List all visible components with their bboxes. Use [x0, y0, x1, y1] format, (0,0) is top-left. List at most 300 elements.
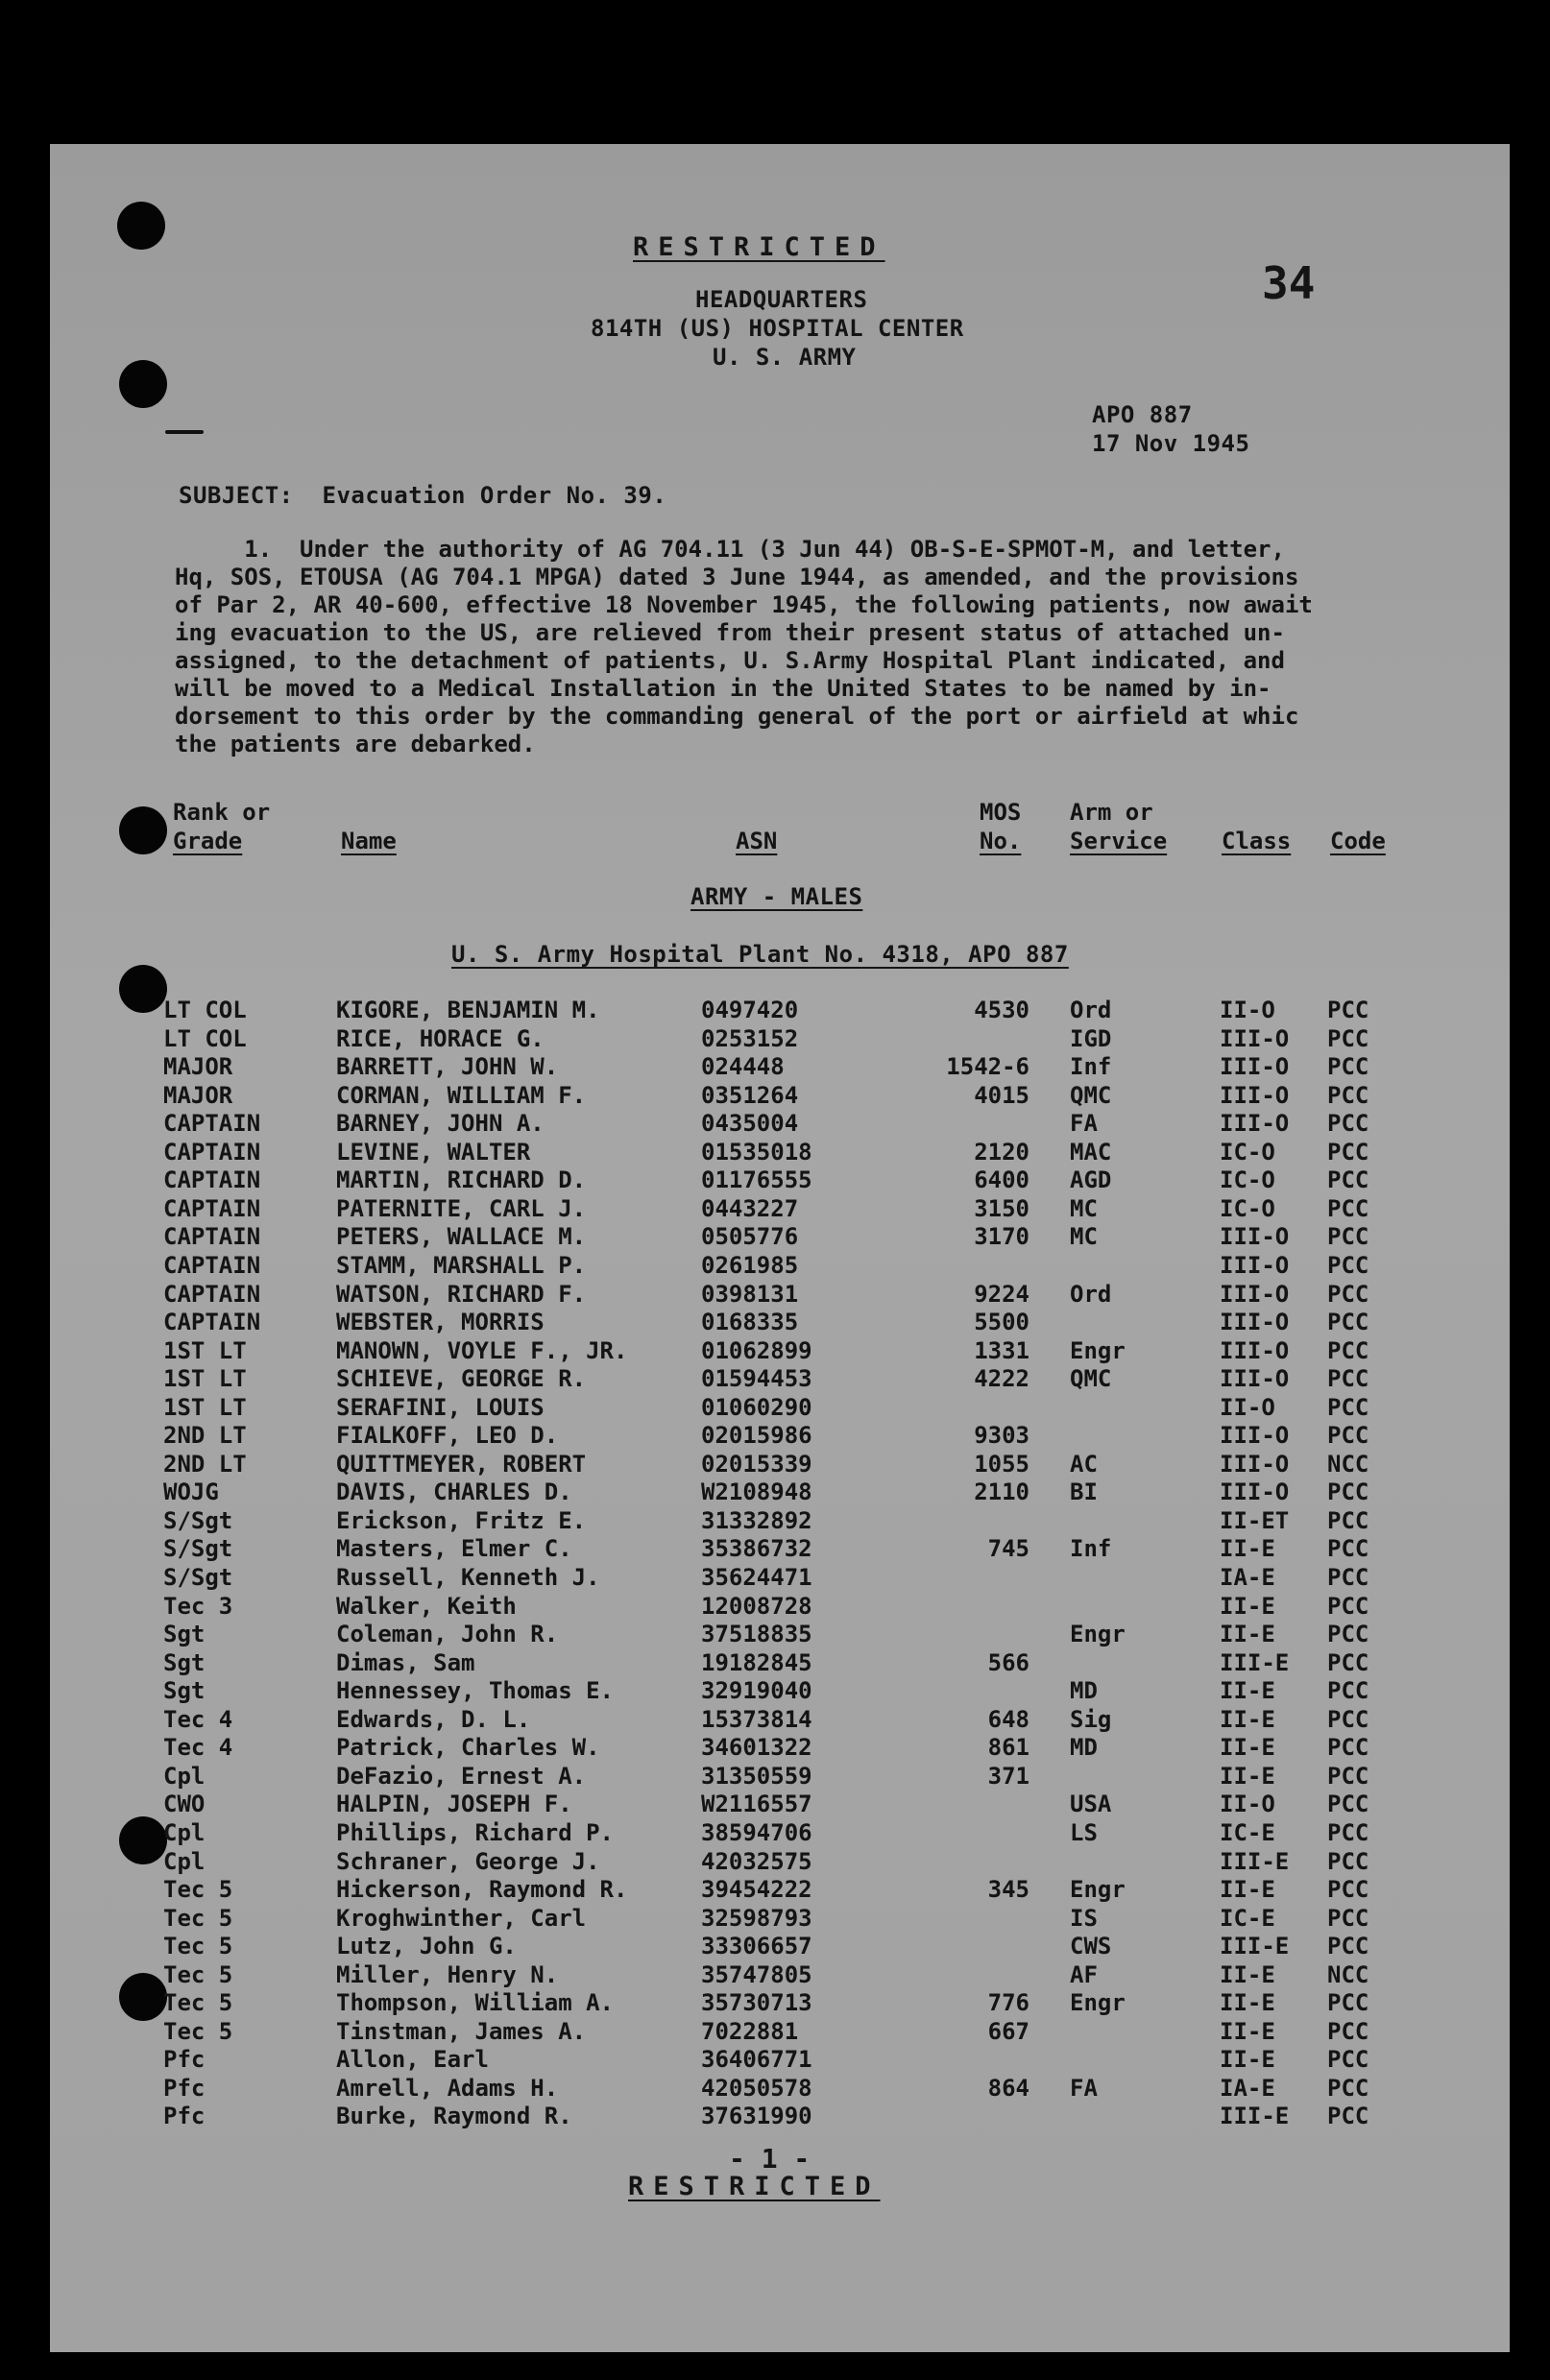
cell-name: DeFazio, Ernest A. — [336, 1762, 587, 1790]
paragraph-line: Hq, SOS, ETOUSA (AG 704.1 MPGA) dated 3 June 1944, as amended, and the provisions — [175, 564, 1299, 590]
table-row — [50, 1819, 1510, 1847]
cell-mos: 3170 — [974, 1223, 1029, 1251]
cell-mos: 345 — [987, 1876, 1029, 1904]
cell-class: II-E — [1220, 1592, 1275, 1620]
cell-name: PATERNITE, CARL J. — [336, 1194, 587, 1222]
cell-name: SCHIEVE, GEORGE R. — [336, 1365, 587, 1393]
cell-name: Coleman, John R. — [336, 1621, 559, 1648]
cell-class: II-E — [1220, 2017, 1275, 2045]
cell-asn: 01062899 — [701, 1336, 812, 1364]
cell-class: IC-E — [1220, 1904, 1275, 1932]
cell-rank: CAPTAIN — [163, 1280, 261, 1308]
cell-rank: WOJG — [163, 1478, 219, 1506]
table-row — [50, 1649, 1510, 1677]
cell-code: PCC — [1327, 1309, 1369, 1336]
cell-rank: CAPTAIN — [163, 1251, 261, 1279]
cell-mos: 6400 — [974, 1166, 1029, 1194]
cell-class: IC-O — [1220, 1194, 1275, 1222]
cell-mos: 648 — [987, 1705, 1029, 1733]
cell-rank: Tec 5 — [163, 1989, 233, 2017]
cell-mos: 1331 — [974, 1336, 1029, 1364]
cell-mos: 9224 — [974, 1280, 1029, 1308]
page-stamp-number: 34 — [1262, 257, 1316, 309]
cell-class: IA-E — [1220, 2074, 1275, 2102]
table-row — [50, 1422, 1510, 1450]
table-row — [50, 1734, 1510, 1762]
cell-rank: MAJOR — [163, 1081, 233, 1109]
cell-asn: 32919040 — [701, 1677, 812, 1705]
cell-arm: IGD — [1070, 1024, 1112, 1052]
cell-name: Tinstman, James A. — [336, 2017, 587, 2045]
cell-mos: 2120 — [974, 1138, 1029, 1166]
table-row — [50, 1309, 1510, 1336]
cell-arm: Engr — [1070, 1621, 1126, 1648]
cell-class: II-O — [1220, 1393, 1275, 1421]
table-row — [50, 1365, 1510, 1393]
table-row — [50, 1535, 1510, 1563]
table-row — [50, 1139, 1510, 1166]
cell-name: Hickerson, Raymond R. — [336, 1876, 628, 1904]
cell-asn: 42050578 — [701, 2074, 812, 2102]
cell-rank: Pfc — [163, 2046, 206, 2074]
table-row — [50, 1564, 1510, 1592]
cell-asn: 37518835 — [701, 1621, 812, 1648]
cell-name: Burke, Raymond R. — [336, 2103, 572, 2130]
cell-name: Dimas, Sam — [336, 1648, 475, 1676]
cell-asn: 01176555 — [701, 1166, 812, 1194]
cell-rank: Pfc — [163, 2103, 206, 2130]
cell-asn: 39454222 — [701, 1876, 812, 1904]
cell-asn: 32598793 — [701, 1904, 812, 1932]
cell-code: PCC — [1327, 1762, 1369, 1790]
cell-code: PCC — [1327, 2074, 1369, 2102]
table-row — [50, 1933, 1510, 1960]
table-row — [50, 1166, 1510, 1194]
cell-code: PCC — [1327, 1024, 1369, 1052]
cell-asn: 12008728 — [701, 1592, 812, 1620]
cell-class: IC-O — [1220, 1166, 1275, 1194]
cell-code: PCC — [1327, 1648, 1369, 1676]
cell-class: III-E — [1220, 2103, 1290, 2130]
cell-rank: 2ND LT — [163, 1422, 247, 1450]
cell-class: IC-O — [1220, 1138, 1275, 1166]
cell-code: NCC — [1327, 1960, 1369, 1988]
cell-code: PCC — [1327, 1564, 1369, 1591]
cell-code: PCC — [1327, 1365, 1369, 1393]
cell-rank: S/Sgt — [163, 1535, 233, 1563]
cell-mos: 861 — [987, 1734, 1029, 1762]
cell-code: PCC — [1327, 2017, 1369, 2045]
cell-rank: 1ST LT — [163, 1336, 247, 1364]
col-header-code: Code — [1330, 828, 1386, 854]
cell-rank: Sgt — [163, 1621, 206, 1648]
cell-arm: MD — [1070, 1677, 1098, 1705]
cell-rank: Tec 5 — [163, 1933, 233, 1960]
cell-arm: FA — [1070, 1110, 1098, 1138]
cell-arm: USA — [1070, 1791, 1112, 1818]
paragraph-line: dorsement to this order by the commanding general of the port or airfield at whic — [175, 703, 1299, 730]
cell-class: III-O — [1220, 1223, 1290, 1251]
cell-class: II-E — [1220, 1762, 1275, 1790]
hospital-plant-title: U. S. Army Hospital Plant No. 4318, APO 887 — [451, 941, 1069, 968]
cell-mos: 2110 — [974, 1478, 1029, 1506]
cell-code: PCC — [1327, 1166, 1369, 1194]
cell-name: Patrick, Charles W. — [336, 1734, 600, 1762]
cell-mos: 864 — [987, 2074, 1029, 2102]
cell-name: Phillips, Richard P. — [336, 1818, 614, 1846]
cell-rank: Tec 5 — [163, 1960, 233, 1988]
org-headquarters: HEADQUARTERS — [695, 286, 868, 313]
cell-class: III-O — [1220, 1309, 1290, 1336]
cell-asn: W2116557 — [701, 1791, 812, 1818]
table-row — [50, 1478, 1510, 1506]
cell-asn: 42032575 — [701, 1847, 812, 1875]
cell-code: PCC — [1327, 1847, 1369, 1875]
cell-name: Hennessey, Thomas E. — [336, 1677, 614, 1705]
table-row — [50, 1989, 1510, 2017]
cell-mos: 4530 — [974, 997, 1029, 1023]
cell-name: STAMM, MARSHALL P. — [336, 1251, 587, 1279]
col-header-name: Name — [341, 828, 397, 854]
cell-class: II-E — [1220, 1960, 1275, 1988]
cell-class: IA-E — [1220, 1564, 1275, 1591]
table-row — [50, 1451, 1510, 1478]
cell-class: III-O — [1220, 1336, 1290, 1364]
cell-class: III-O — [1220, 1280, 1290, 1308]
cell-arm: AF — [1070, 1960, 1098, 1988]
cell-class: III-O — [1220, 1024, 1290, 1052]
cell-arm: QMC — [1070, 1365, 1112, 1393]
cell-arm: MC — [1070, 1194, 1098, 1222]
table-row — [50, 1763, 1510, 1791]
cell-arm: Ord — [1070, 997, 1112, 1023]
subject-line: SUBJECT: Evacuation Order No. 39. — [179, 482, 667, 509]
cell-arm: Sig — [1070, 1705, 1112, 1733]
table-row — [50, 1677, 1510, 1705]
cell-asn: 02015986 — [701, 1422, 812, 1450]
cell-code: PCC — [1327, 1280, 1369, 1308]
col-header-mos-line1: MOS — [980, 799, 1022, 826]
cell-name: Allon, Earl — [336, 2046, 489, 2074]
cell-class: IC-E — [1220, 1818, 1275, 1846]
cell-code: PCC — [1327, 1194, 1369, 1222]
cell-asn: 35730713 — [701, 1989, 812, 2017]
paragraph-line: of Par 2, AR 40-600, effective 18 November 1945, the following patients, now await — [175, 591, 1313, 618]
punch-hole — [117, 202, 165, 250]
cell-asn: 15373814 — [701, 1705, 812, 1733]
cell-class: II-E — [1220, 1535, 1275, 1563]
cell-arm: MD — [1070, 1734, 1098, 1762]
cell-code: PCC — [1327, 1506, 1369, 1534]
cell-name: BARNEY, JOHN A. — [336, 1110, 545, 1138]
table-row — [50, 1394, 1510, 1422]
cell-code: PCC — [1327, 997, 1369, 1023]
margin-dash-mark — [165, 430, 204, 434]
cell-code: PCC — [1327, 1705, 1369, 1733]
cell-arm: QMC — [1070, 1081, 1112, 1109]
cell-asn: 33306657 — [701, 1933, 812, 1960]
cell-mos: 5500 — [974, 1309, 1029, 1336]
cell-asn: 024448 — [701, 1053, 785, 1081]
cell-rank: CAPTAIN — [163, 1110, 261, 1138]
cell-asn: 01535018 — [701, 1138, 812, 1166]
cell-rank: 2ND LT — [163, 1450, 247, 1478]
cell-code: PCC — [1327, 1110, 1369, 1138]
cell-asn: 02015339 — [701, 1450, 812, 1478]
table-row — [50, 2075, 1510, 2103]
cell-name: RICE, HORACE G. — [336, 1024, 545, 1052]
cell-mos: 371 — [987, 1762, 1029, 1790]
cell-class: II-E — [1220, 1734, 1275, 1762]
cell-class: II-O — [1220, 1791, 1275, 1818]
cell-asn: 0443227 — [701, 1194, 799, 1222]
paragraph-line: will be moved to a Medical Installation in the United States to be named by in- — [175, 675, 1271, 702]
cell-class: II-E — [1220, 1876, 1275, 1904]
restricted-heading-bottom: RESTRICTED — [628, 2172, 881, 2201]
cell-name: BARRETT, JOHN W. — [336, 1053, 559, 1081]
cell-asn: 0505776 — [701, 1223, 799, 1251]
cell-name: Schraner, George J. — [336, 1847, 600, 1875]
cell-code: PCC — [1327, 1933, 1369, 1960]
cell-code: PCC — [1327, 1251, 1369, 1279]
paragraph-line: the patients are debarked. — [175, 731, 536, 757]
cell-code: PCC — [1327, 1677, 1369, 1705]
cell-code: PCC — [1327, 1876, 1369, 1904]
cell-code: PCC — [1327, 1478, 1369, 1506]
cell-arm: FA — [1070, 2074, 1098, 2102]
cell-rank: Tec 4 — [163, 1734, 233, 1762]
table-row — [50, 1053, 1510, 1081]
col-header-asn: ASN — [736, 828, 778, 854]
cell-asn: 38594706 — [701, 1818, 812, 1846]
cell-name: FIALKOFF, LEO D. — [336, 1422, 559, 1450]
cell-class: III-E — [1220, 1933, 1290, 1960]
cell-class: II-E — [1220, 1705, 1275, 1733]
table-row — [50, 1876, 1510, 1904]
cell-rank: Sgt — [163, 1677, 206, 1705]
cell-code: PCC — [1327, 2046, 1369, 2074]
table-row — [50, 1905, 1510, 1933]
cell-class: III-O — [1220, 1251, 1290, 1279]
cell-class: III-E — [1220, 1847, 1290, 1875]
cell-code: PCC — [1327, 1223, 1369, 1251]
cell-name: Edwards, D. L. — [336, 1705, 531, 1733]
table-row — [50, 1223, 1510, 1251]
cell-code: PCC — [1327, 1904, 1369, 1932]
authority-paragraph — [175, 536, 1462, 758]
punch-hole — [119, 806, 167, 854]
cell-rank: Tec 5 — [163, 1876, 233, 1904]
cell-name: LEVINE, WALTER — [336, 1138, 531, 1166]
cell-rank: CAPTAIN — [163, 1138, 261, 1166]
cell-mos: 4222 — [974, 1365, 1029, 1393]
cell-rank: S/Sgt — [163, 1564, 233, 1591]
cell-asn: 0168335 — [701, 1309, 799, 1336]
table-row — [50, 1195, 1510, 1223]
cell-name: PETERS, WALLACE M. — [336, 1223, 587, 1251]
cell-code: PCC — [1327, 1422, 1369, 1450]
punch-hole — [119, 360, 167, 408]
cell-rank: Cpl — [163, 1818, 206, 1846]
cell-code: PCC — [1327, 1734, 1369, 1762]
table-row — [50, 1791, 1510, 1818]
apo-number: APO 887 — [1092, 401, 1193, 428]
cell-rank: Tec 5 — [163, 2017, 233, 2045]
cell-mos: 776 — [987, 1989, 1029, 2017]
cell-asn: 0351264 — [701, 1081, 799, 1109]
cell-name: HALPIN, JOSEPH F. — [336, 1791, 572, 1818]
cell-arm: MAC — [1070, 1138, 1112, 1166]
cell-name: Thompson, William A. — [336, 1989, 614, 2017]
paragraph-line: assigned, to the detachment of patients, U. S.Army Hospital Plant indicated, and — [175, 647, 1285, 674]
cell-asn: 35747805 — [701, 1960, 812, 1988]
cell-asn: 7022881 — [701, 2017, 799, 2045]
cell-asn: 0497420 — [701, 997, 799, 1023]
cell-asn: 01060290 — [701, 1393, 812, 1421]
cell-rank: Tec 3 — [163, 1592, 233, 1620]
cell-rank: LT COL — [163, 997, 247, 1023]
cell-code: PCC — [1327, 1081, 1369, 1109]
cell-rank: CAPTAIN — [163, 1223, 261, 1251]
table-row — [50, 1025, 1510, 1053]
cell-code: PCC — [1327, 1535, 1369, 1563]
cell-code: PCC — [1327, 1989, 1369, 2017]
cell-name: MARTIN, RICHARD D. — [336, 1166, 587, 1194]
cell-name: Russell, Kenneth J. — [336, 1564, 600, 1591]
cell-asn: 34601322 — [701, 1734, 812, 1762]
cell-asn: 31332892 — [701, 1506, 812, 1534]
table-row — [50, 1848, 1510, 1876]
cell-asn: 0398131 — [701, 1280, 799, 1308]
table-row — [50, 1593, 1510, 1621]
cell-class: III-O — [1220, 1450, 1290, 1478]
cell-mos: 745 — [987, 1535, 1029, 1563]
cell-asn: 31350559 — [701, 1762, 812, 1790]
table-row — [50, 1281, 1510, 1309]
org-us-army: U. S. ARMY — [713, 344, 857, 371]
cell-class: III-O — [1220, 1081, 1290, 1109]
cell-asn: 0261985 — [701, 1251, 799, 1279]
cell-code: PCC — [1327, 1336, 1369, 1364]
cell-code: PCC — [1327, 1393, 1369, 1421]
table-row — [50, 1507, 1510, 1535]
cell-asn: W2108948 — [701, 1478, 812, 1506]
col-header-class: Class — [1222, 828, 1292, 854]
cell-rank: Pfc — [163, 2074, 206, 2102]
table-row — [50, 1706, 1510, 1734]
col-header-rank-line2: Grade — [173, 828, 243, 854]
cell-name: WEBSTER, MORRIS — [336, 1309, 545, 1336]
cell-mos: 9303 — [974, 1422, 1029, 1450]
table-row — [50, 997, 1510, 1024]
cell-arm: AGD — [1070, 1166, 1112, 1194]
cell-name: WATSON, RICHARD F. — [336, 1280, 587, 1308]
table-row — [50, 1082, 1510, 1110]
cell-rank: Tec 4 — [163, 1705, 233, 1733]
cell-mos: 667 — [987, 2017, 1029, 2045]
cell-name: Kroghwinther, Carl — [336, 1904, 587, 1932]
cell-rank: LT COL — [163, 1024, 247, 1052]
cell-name: Erickson, Fritz E. — [336, 1506, 587, 1534]
section-title-army-males: ARMY - MALES — [690, 883, 863, 910]
org-hospital-center: 814TH (US) HOSPITAL CENTER — [591, 315, 964, 342]
cell-name: KIGORE, BENJAMIN M. — [336, 997, 600, 1023]
table-row — [50, 1621, 1510, 1648]
cell-class: III-O — [1220, 1365, 1290, 1393]
cell-arm: Ord — [1070, 1280, 1112, 1308]
cell-code: PCC — [1327, 1621, 1369, 1648]
table-row — [50, 2103, 1510, 2130]
cell-class: II-O — [1220, 997, 1275, 1023]
cell-class: III-O — [1220, 1478, 1290, 1506]
cell-class: III-E — [1220, 1648, 1290, 1676]
cell-arm: Inf — [1070, 1053, 1112, 1081]
cell-class: II-E — [1220, 1621, 1275, 1648]
document-page — [50, 144, 1510, 2352]
table-row — [50, 1110, 1510, 1138]
table-row — [50, 2018, 1510, 2046]
cell-arm: MC — [1070, 1223, 1098, 1251]
cell-mos: 3150 — [974, 1194, 1029, 1222]
cell-code: PCC — [1327, 2103, 1369, 2130]
cell-rank: 1ST LT — [163, 1393, 247, 1421]
cell-arm: Engr — [1070, 1336, 1126, 1364]
cell-rank: 1ST LT — [163, 1365, 247, 1393]
paragraph-line: 1. Under the authority of AG 704.11 (3 Jun 44) OB-S-E-SPMOT-M, and letter, — [175, 536, 1285, 563]
cell-rank: CAPTAIN — [163, 1194, 261, 1222]
cell-code: PCC — [1327, 1138, 1369, 1166]
col-header-arm-line1: Arm or — [1070, 799, 1153, 826]
table-row — [50, 1337, 1510, 1365]
cell-name: Miller, Henry N. — [336, 1960, 559, 1988]
cell-arm: CWS — [1070, 1933, 1112, 1960]
cell-name: MANOWN, VOYLE F., JR. — [336, 1336, 628, 1364]
table-row — [50, 2046, 1510, 2074]
cell-asn: 35386732 — [701, 1535, 812, 1563]
cell-asn: 0253152 — [701, 1024, 799, 1052]
cell-mos: 1542-6 — [946, 1053, 1029, 1081]
cell-asn: 37631990 — [701, 2103, 812, 2130]
cell-rank: CAPTAIN — [163, 1166, 261, 1194]
cell-arm: LS — [1070, 1818, 1098, 1846]
cell-name: Masters, Elmer C. — [336, 1535, 572, 1563]
cell-mos: 4015 — [974, 1081, 1029, 1109]
cell-name: SERAFINI, LOUIS — [336, 1393, 545, 1421]
cell-code: PCC — [1327, 1818, 1369, 1846]
cell-name: Walker, Keith — [336, 1592, 517, 1620]
table-row — [50, 1961, 1510, 1989]
cell-arm: Engr — [1070, 1989, 1126, 2017]
cell-asn: 0435004 — [701, 1110, 799, 1138]
cell-arm: Inf — [1070, 1535, 1112, 1563]
order-date: 17 Nov 1945 — [1092, 430, 1250, 457]
cell-rank: S/Sgt — [163, 1506, 233, 1534]
cell-arm: Engr — [1070, 1876, 1126, 1904]
cell-mos: 1055 — [974, 1450, 1029, 1478]
cell-arm: AC — [1070, 1450, 1098, 1478]
cell-arm: IS — [1070, 1904, 1098, 1932]
cell-class: II-E — [1220, 2046, 1275, 2074]
col-header-arm-line2: Service — [1070, 828, 1168, 854]
cell-rank: MAJOR — [163, 1053, 233, 1081]
cell-code: PCC — [1327, 1053, 1369, 1081]
cell-rank: Tec 5 — [163, 1904, 233, 1932]
cell-code: PCC — [1327, 1791, 1369, 1818]
cell-code: PCC — [1327, 1592, 1369, 1620]
cell-name: QUITTMEYER, ROBERT — [336, 1450, 587, 1478]
cell-code: NCC — [1327, 1450, 1369, 1478]
cell-class: III-O — [1220, 1422, 1290, 1450]
